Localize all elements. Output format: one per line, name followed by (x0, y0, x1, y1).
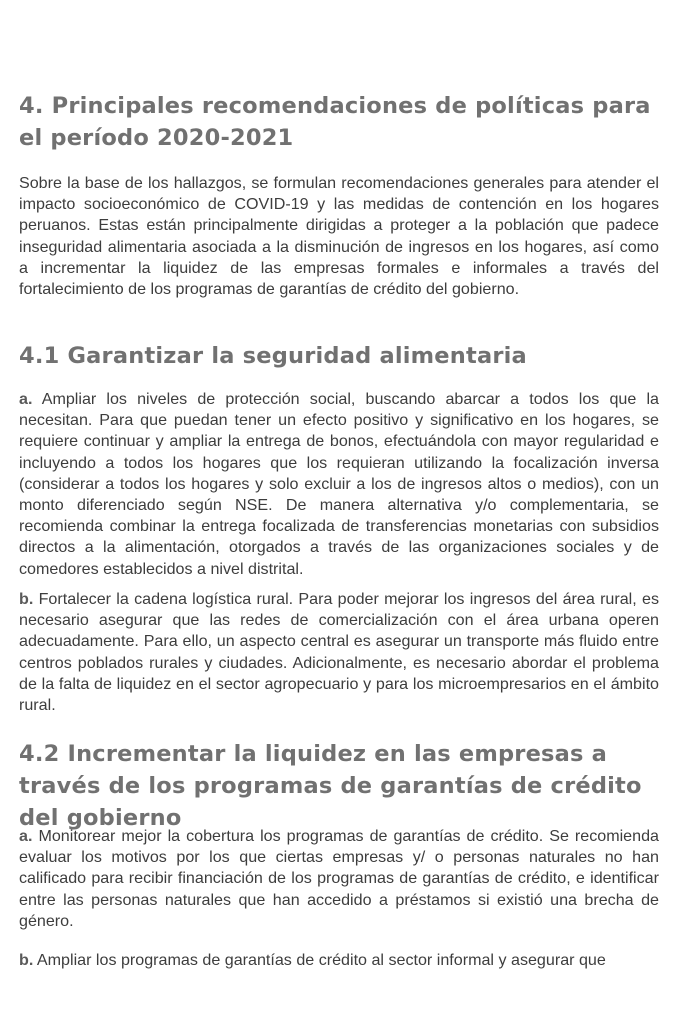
section-4-1-heading: 4.1 Garantizar la seguridad alimentaria (19, 343, 527, 369)
item-text: Fortalecer la cadena logística rural. Para poder mejorar los ingresos del área rural, es necesario asegurar que las redes de comercialización con el área urbana operen adecuadamente. Para ello, un aspecto central es asegurar un transporte más fluido entre centros poblados rurales y ciudades. Adicionalmente, es necesario abordar el problema de la falta de liquidez en el sector agropecuario y para los microempresarios en el ámbito rural. (19, 590, 659, 715)
section-4-heading: 4. Principales recomendaciones de políticas para el período 2020-2021 (19, 93, 651, 151)
item-label: b. (19, 951, 34, 969)
item-text: Ampliar los programas de garantías de crédito al sector informal y asegurar que (36, 951, 606, 969)
section-4-1-item-a (19, 389, 659, 580)
item-label: a. (19, 827, 33, 845)
section-4-2-item-b (19, 950, 659, 971)
item-text: Monitorear mejor la cobertura los programas de garantías de crédito. Se recomienda evaluar los motivos por los que ciertas empresas y/ o personas naturales no han calificado para recibir financiación de los programas de garantías de crédito, e identificar entre las personas naturales que han accedido a préstamos si existió una brecha de género. (19, 827, 659, 930)
section-4-2-heading: 4.2 Incrementar la liquidez en las empresas a través de los programas de garantías de crédito del gobierno (19, 741, 642, 831)
section-4-1-item-b (19, 589, 659, 716)
item-text: Ampliar los niveles de protección social, buscando abarcar a todos los que la necesitan. Para que puedan tener un efecto positivo y significativo en los hogares, se requiere continuar y ampliar la entrega de bonos, efectuándola con mayor regularidad e incluyendo a todos los hogares que los requieran utilizando la focalización inversa (considerar a todos los hogares y solo excluir a los de ingresos altos o medios), con un monto diferenciado según NSE. De manera alternativa y/o complementaria, se recomienda combinar la entrega focalizada de transferencias monetarias con subsidios directos a la alimentación, otorgados a través de las organizaciones sociales y de comedores establecidos a nivel distrital. (19, 390, 659, 578)
section-4-2-item-a (19, 826, 659, 932)
item-label: a. (19, 390, 33, 408)
item-label: b. (19, 590, 34, 608)
section-4-intro: Sobre la base de los hallazgos, se formulan recomendaciones generales para atender el impacto socioeconómico de COVID-19 y las medidas de contención en los hogares peruanos. Estas están principalmente dirigidas a proteger a la población que padece inseguridad alimentaria asociada a la disminución de ingresos en los hogares, así como a incrementar la liquidez de las empresas formales e informales a través del fortalecimiento de los programas de garantías de crédito del gobierno. (19, 174, 659, 299)
